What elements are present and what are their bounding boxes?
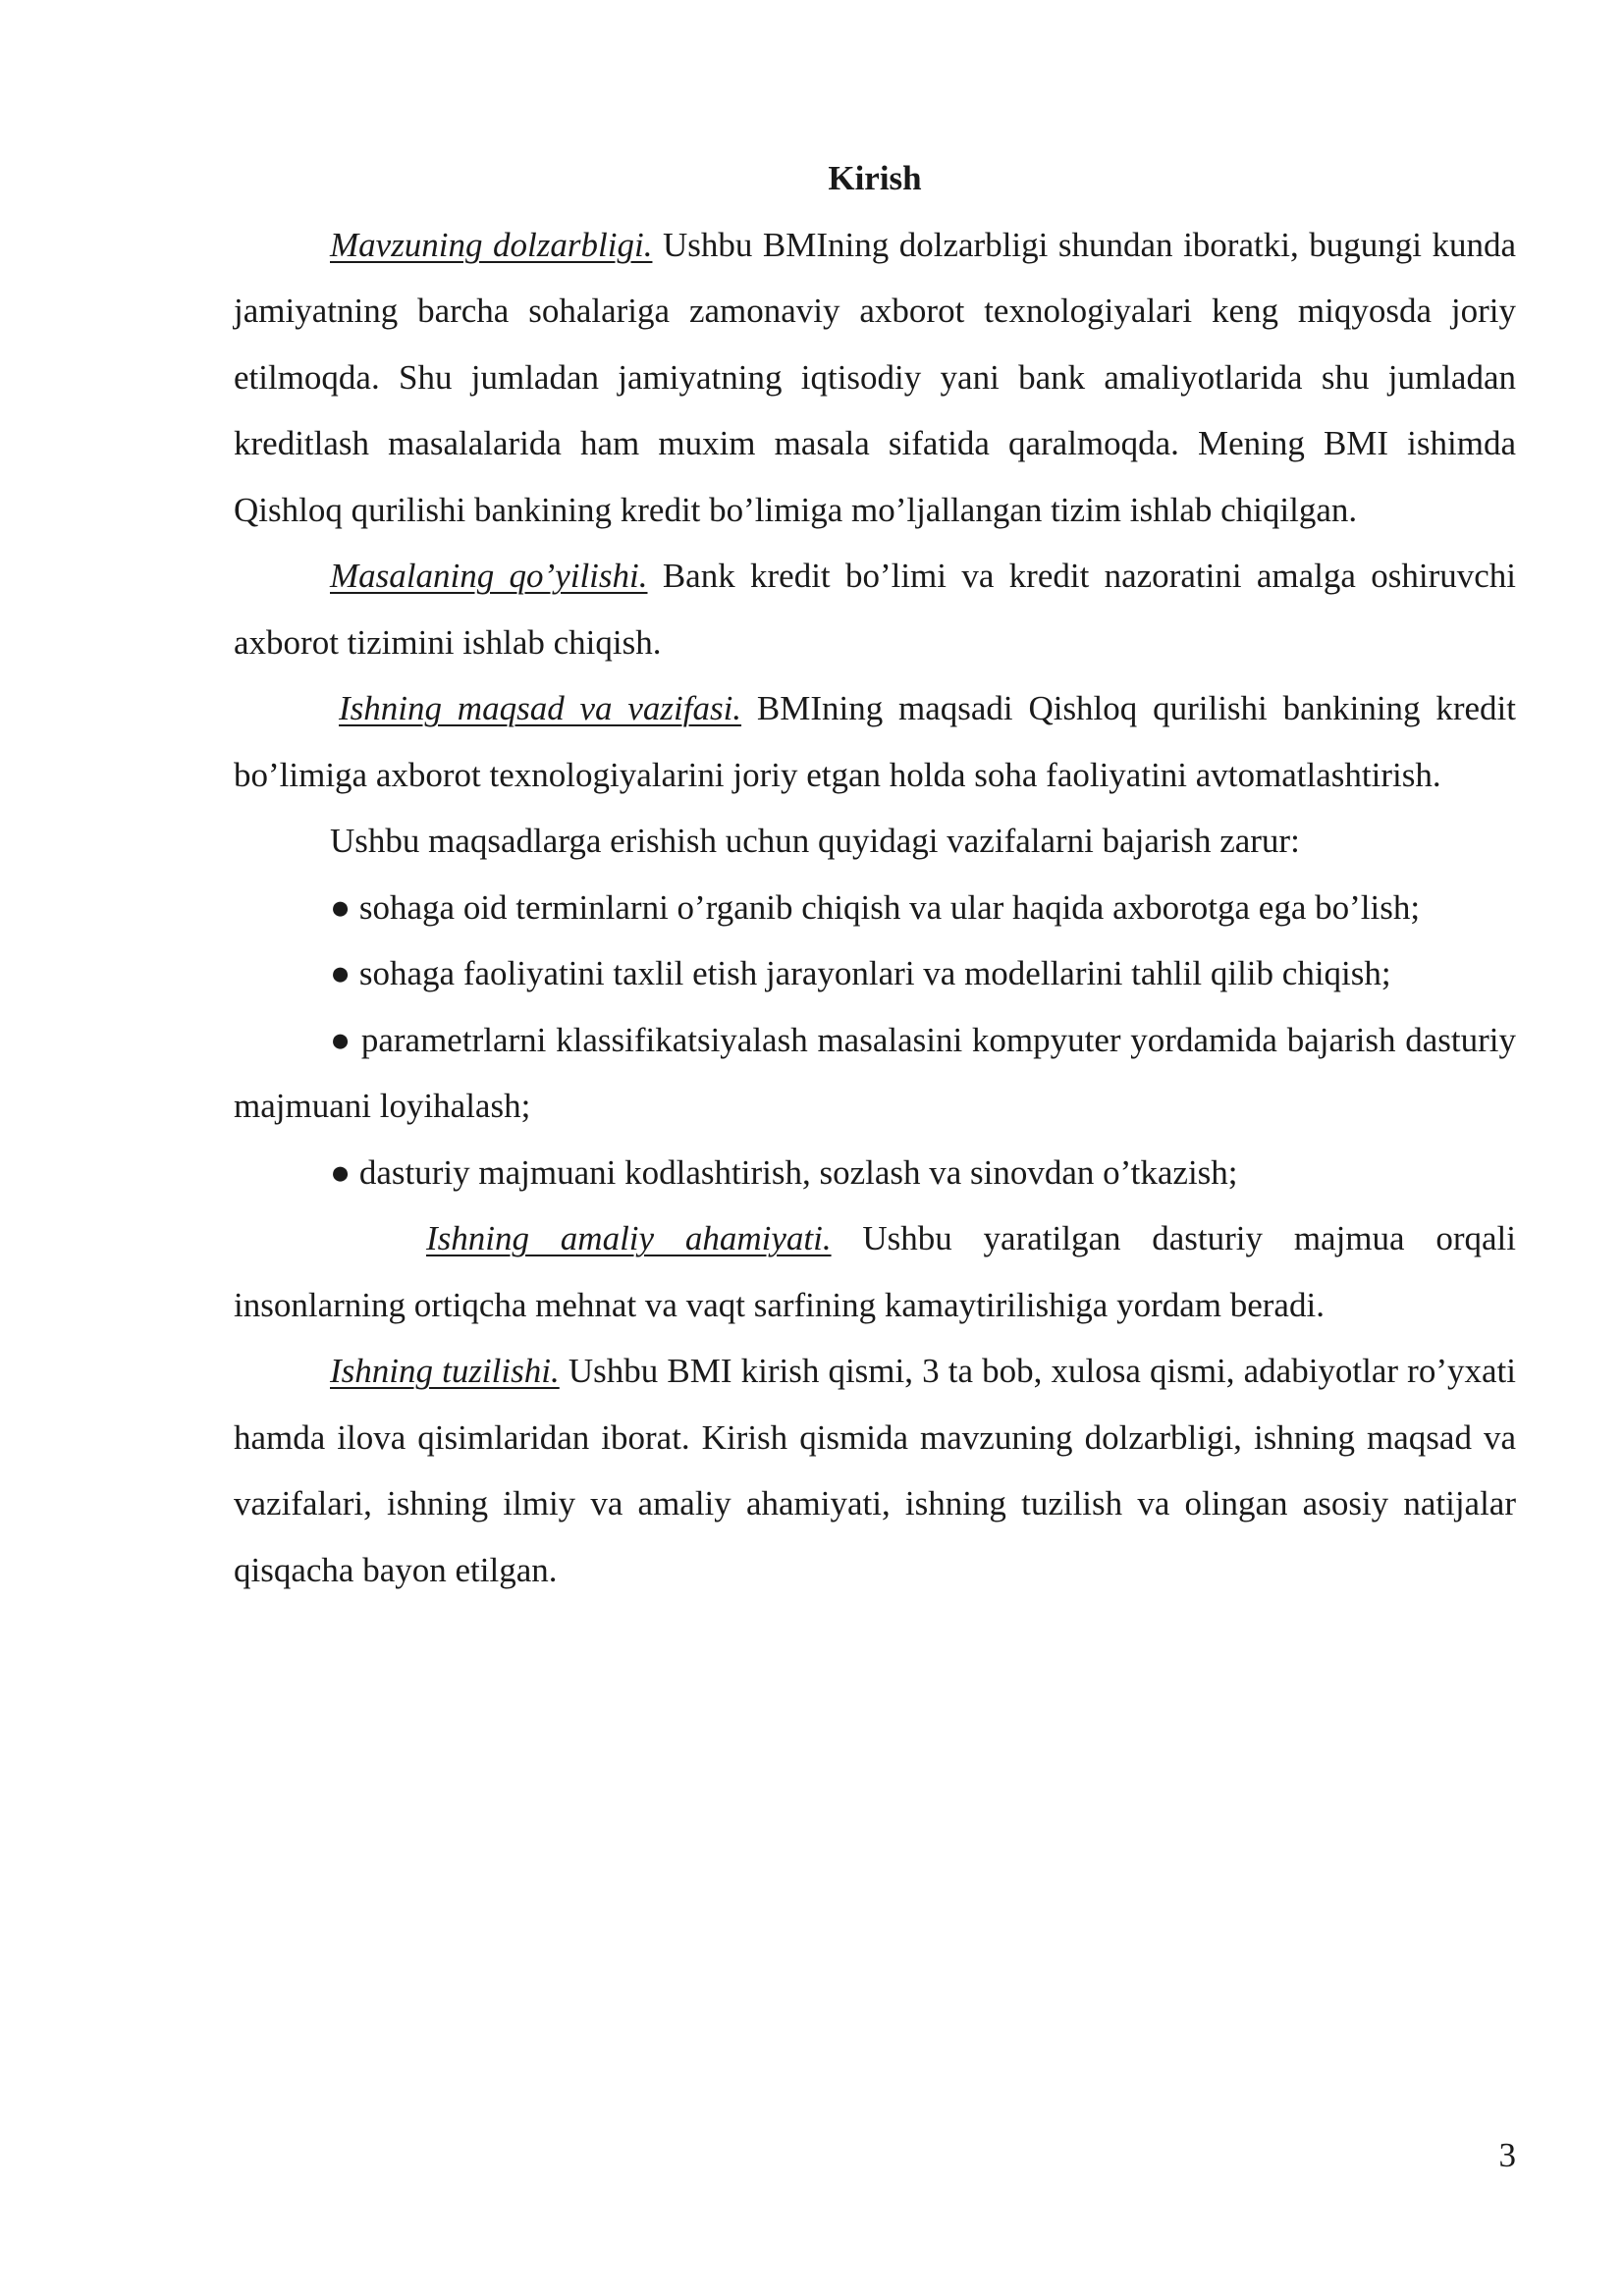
paragraph-problem-statement <box>234 543 1516 675</box>
paragraph-tasks-intro: Ushbu maqsadlarga erishish uchun quyidagi vazifalarni bajarish zarur: <box>330 822 1300 860</box>
paragraph-text: BMIning maqsadi Qishloq qurilishi bankining kredit bo’limiga axborot texnologiyalarini joriy etgan holda soha faoliyatini avtomatlashtirish. <box>234 689 1516 794</box>
paragraph-text: Bank kredit bo’limi va kredit nazoratini amalga oshiruvchi axborot tizimini ishlab chiqish. <box>234 557 1516 662</box>
paragraph-label: Ishning amaliy ahamiyati. <box>426 1219 832 1257</box>
page-title: Kirish <box>828 159 922 197</box>
paragraph-text: Ushbu BMI kirish qismi, 3 ta bob, xulosa qismi, adabiyotlar ro’yxati hamda ilova qisimlaridan iborat. Kirish qismida mavzuning dolzarbligi, ishning maqsad va vazifalari, ishning ilmiy va amaliy ahamiyati, ishning tuzilish va olingan asosiy natijalar qisqacha bayon etilgan. <box>234 1352 1516 1589</box>
paragraph-label: Masalaning qo’yilishi. <box>330 557 648 595</box>
paragraph-label: Ishning maqsad va vazifasi. <box>339 689 742 727</box>
task-list-item: ● sohaga oid terminlarni o’rganib chiqish va ular haqida axborotga ega bo’lish; <box>330 887 1421 927</box>
task-list-item: ● sohaga faoliyatini taxlil etish jarayonlari va modellarini tahlil qilib chiqish; <box>330 954 1391 992</box>
page-number: 3 <box>1498 2136 1516 2174</box>
paragraph-text: Ushbu yaratilgan dasturiy majmua orqali insonlarning ortiqcha mehnat va vaqt sarfining kamaytirilishiga yordam beradi. <box>234 1219 1516 1324</box>
paragraph-practical-significance <box>234 1205 1516 1338</box>
task-list-item: ● parametrlarni klassifikatsiyalash masalasini kompyuter yordamida bajarish dasturiy majmuani loyihalash; <box>234 1020 1516 1125</box>
paragraph-relevance <box>234 212 1516 544</box>
page-content <box>234 145 1516 1603</box>
paragraph-label: Ishning tuzilishi. <box>330 1352 560 1390</box>
paragraph-label: Mavzuning dolzarbligi. <box>330 225 653 264</box>
paragraph-goal-and-tasks <box>234 675 1516 808</box>
paragraph-text: Ushbu BMIning dolzarbligi shundan iboratki, bugungi kunda jamiyatning barcha sohalariga zamonaviy axborot texnologiyalari keng miqyosda joriy etilmoqda. Shu jumladan jamiyatning iqtisodiy yani bank amaliyotlarida shu jumladan kreditlash masalalarida ham muxim masala sifatida qaralmoqda. Mening BMI ishimda Qishloq qurilishi bankining kredit bo’limiga mo’ljallangan tizim ishlab chiqilgan. <box>234 225 1516 529</box>
paragraph-structure <box>234 1338 1516 1603</box>
task-list-item: ● dasturiy majmuani kodlashtirish, sozlash va sinovdan o’tkazish; <box>330 1152 1238 1192</box>
